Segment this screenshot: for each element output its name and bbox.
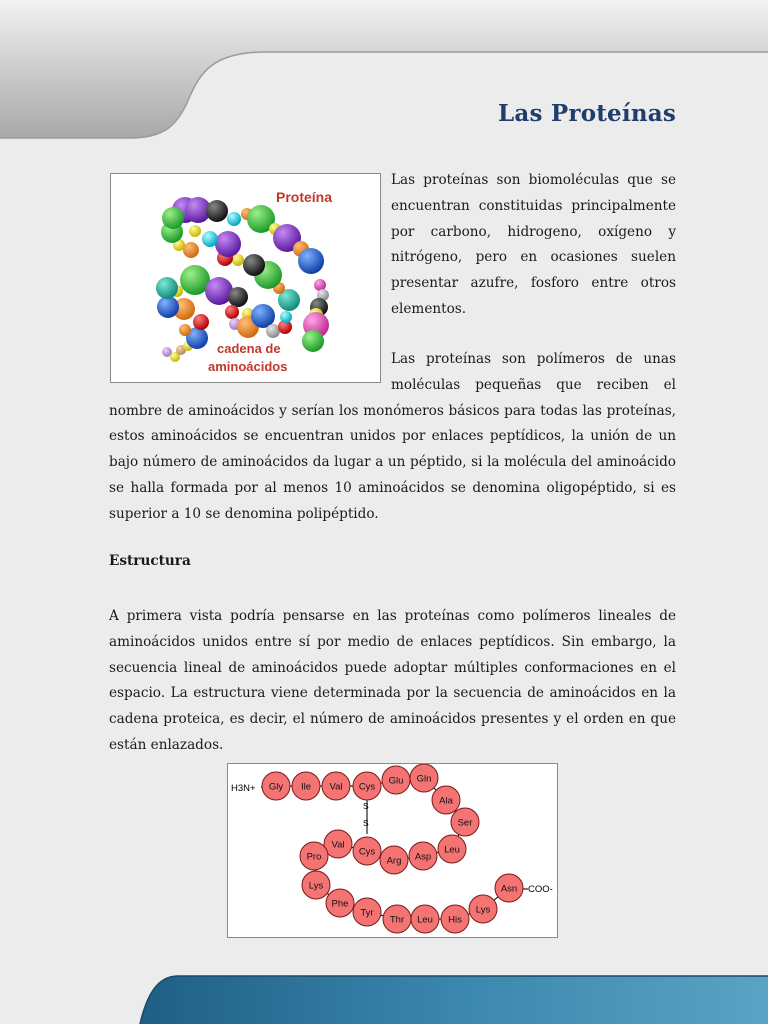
residue-label: Thr: [389, 914, 405, 926]
residue-label: Pro: [306, 851, 322, 863]
residue-label: Val: [329, 781, 343, 793]
residue: [383, 905, 411, 933]
residue: [353, 837, 381, 865]
residue-label: Ser: [457, 817, 473, 829]
disulfide-s2: S: [363, 818, 369, 828]
residue-label: Leu: [417, 914, 433, 926]
residue-label: Phe: [331, 898, 349, 910]
residue: [292, 772, 320, 800]
residue-label: Arg: [386, 855, 402, 867]
residue-label: Lys: [308, 880, 324, 892]
chain-diagram: [228, 764, 557, 937]
amino-acid-chain-figure: [227, 763, 558, 938]
protein-label: Proteína: [276, 189, 333, 205]
residue: [438, 835, 466, 863]
residue-label: Asp: [414, 851, 432, 863]
residue: [409, 842, 437, 870]
residue: [382, 766, 410, 794]
residue: [432, 786, 460, 814]
residue-label: Cys: [358, 846, 376, 858]
residue-label: Glu: [388, 775, 404, 787]
residue: [441, 905, 469, 933]
residue: [353, 772, 381, 800]
residue: [262, 772, 290, 800]
polymers-text: Las proteínas son polímeros de unas moléculas pequeñas que reciben el nombre de aminoácidos y serían los monómeros básicos para todas las proteínas, estos aminoácidos se encuentran unidos por enlaces peptídicos, la unión de un bajo número de aminoácidos da lugar a un péptido, si la molécula del aminoácido se halla formada por al menos 10 aminoácidos se denomina oligopéptido, si es superior a 10 se denomina polipéptido.: [109, 351, 676, 522]
residue-label: Ile: [300, 781, 312, 793]
residue-label: Gly: [268, 781, 284, 793]
residue: [326, 889, 354, 917]
residue-label: Lys: [475, 904, 491, 916]
chain-label-line2: aminoácidos: [208, 359, 288, 374]
residue-label: His: [448, 914, 462, 926]
disulfide-s1: S: [363, 801, 369, 811]
residue: [322, 772, 350, 800]
residue-label: Gln: [416, 773, 432, 785]
structure-paragraph: A primera vista podría pensarse en las proteínas como polímeros lineales de aminoácidos unidos entre sí por medio de enlaces peptídicos. Sin embargo, la secuencia lineal de aminoácidos puede adoptar múltiples conformaciones en el espacio. La estructura viene determinada por la secuencia de aminoácidos en la cadena proteica, es decir, el número de aminoácidos presentes y el orden en que están enlazados.: [109, 608, 676, 753]
residue-label: Val: [331, 839, 345, 851]
intro-paragraph: Las proteínas son biomoléculas que se encuentran constituidas principalmente por carbono, hidrogeno, oxígeno y nitrógeno, pero en ocasiones suelen presentar azufre, fosforo entre otros elementos.: [391, 172, 676, 317]
residue: [353, 898, 381, 926]
residue: [380, 846, 408, 874]
residue: [410, 764, 438, 792]
section-heading-estructura: Estructura: [109, 553, 191, 569]
residue-label: Cys: [358, 781, 376, 793]
residue: [469, 895, 497, 923]
n-terminus-label: H3N+: [231, 783, 256, 794]
residue: [495, 874, 523, 902]
polymers-paragraph: [109, 347, 676, 528]
residue-label: Asn: [500, 883, 518, 895]
residue: [302, 871, 330, 899]
chain-label-line1: cadena de: [217, 341, 281, 356]
residue-label: Tyr: [360, 907, 374, 919]
residue: [451, 808, 479, 836]
residue: [300, 842, 328, 870]
c-terminus-label: COO-: [528, 884, 553, 895]
residue-label: Ala: [439, 795, 453, 807]
residue: [411, 905, 439, 933]
footer-band: [0, 968, 768, 1024]
page-title: Las Proteínas: [498, 100, 676, 127]
residue-label: Leu: [444, 844, 460, 856]
